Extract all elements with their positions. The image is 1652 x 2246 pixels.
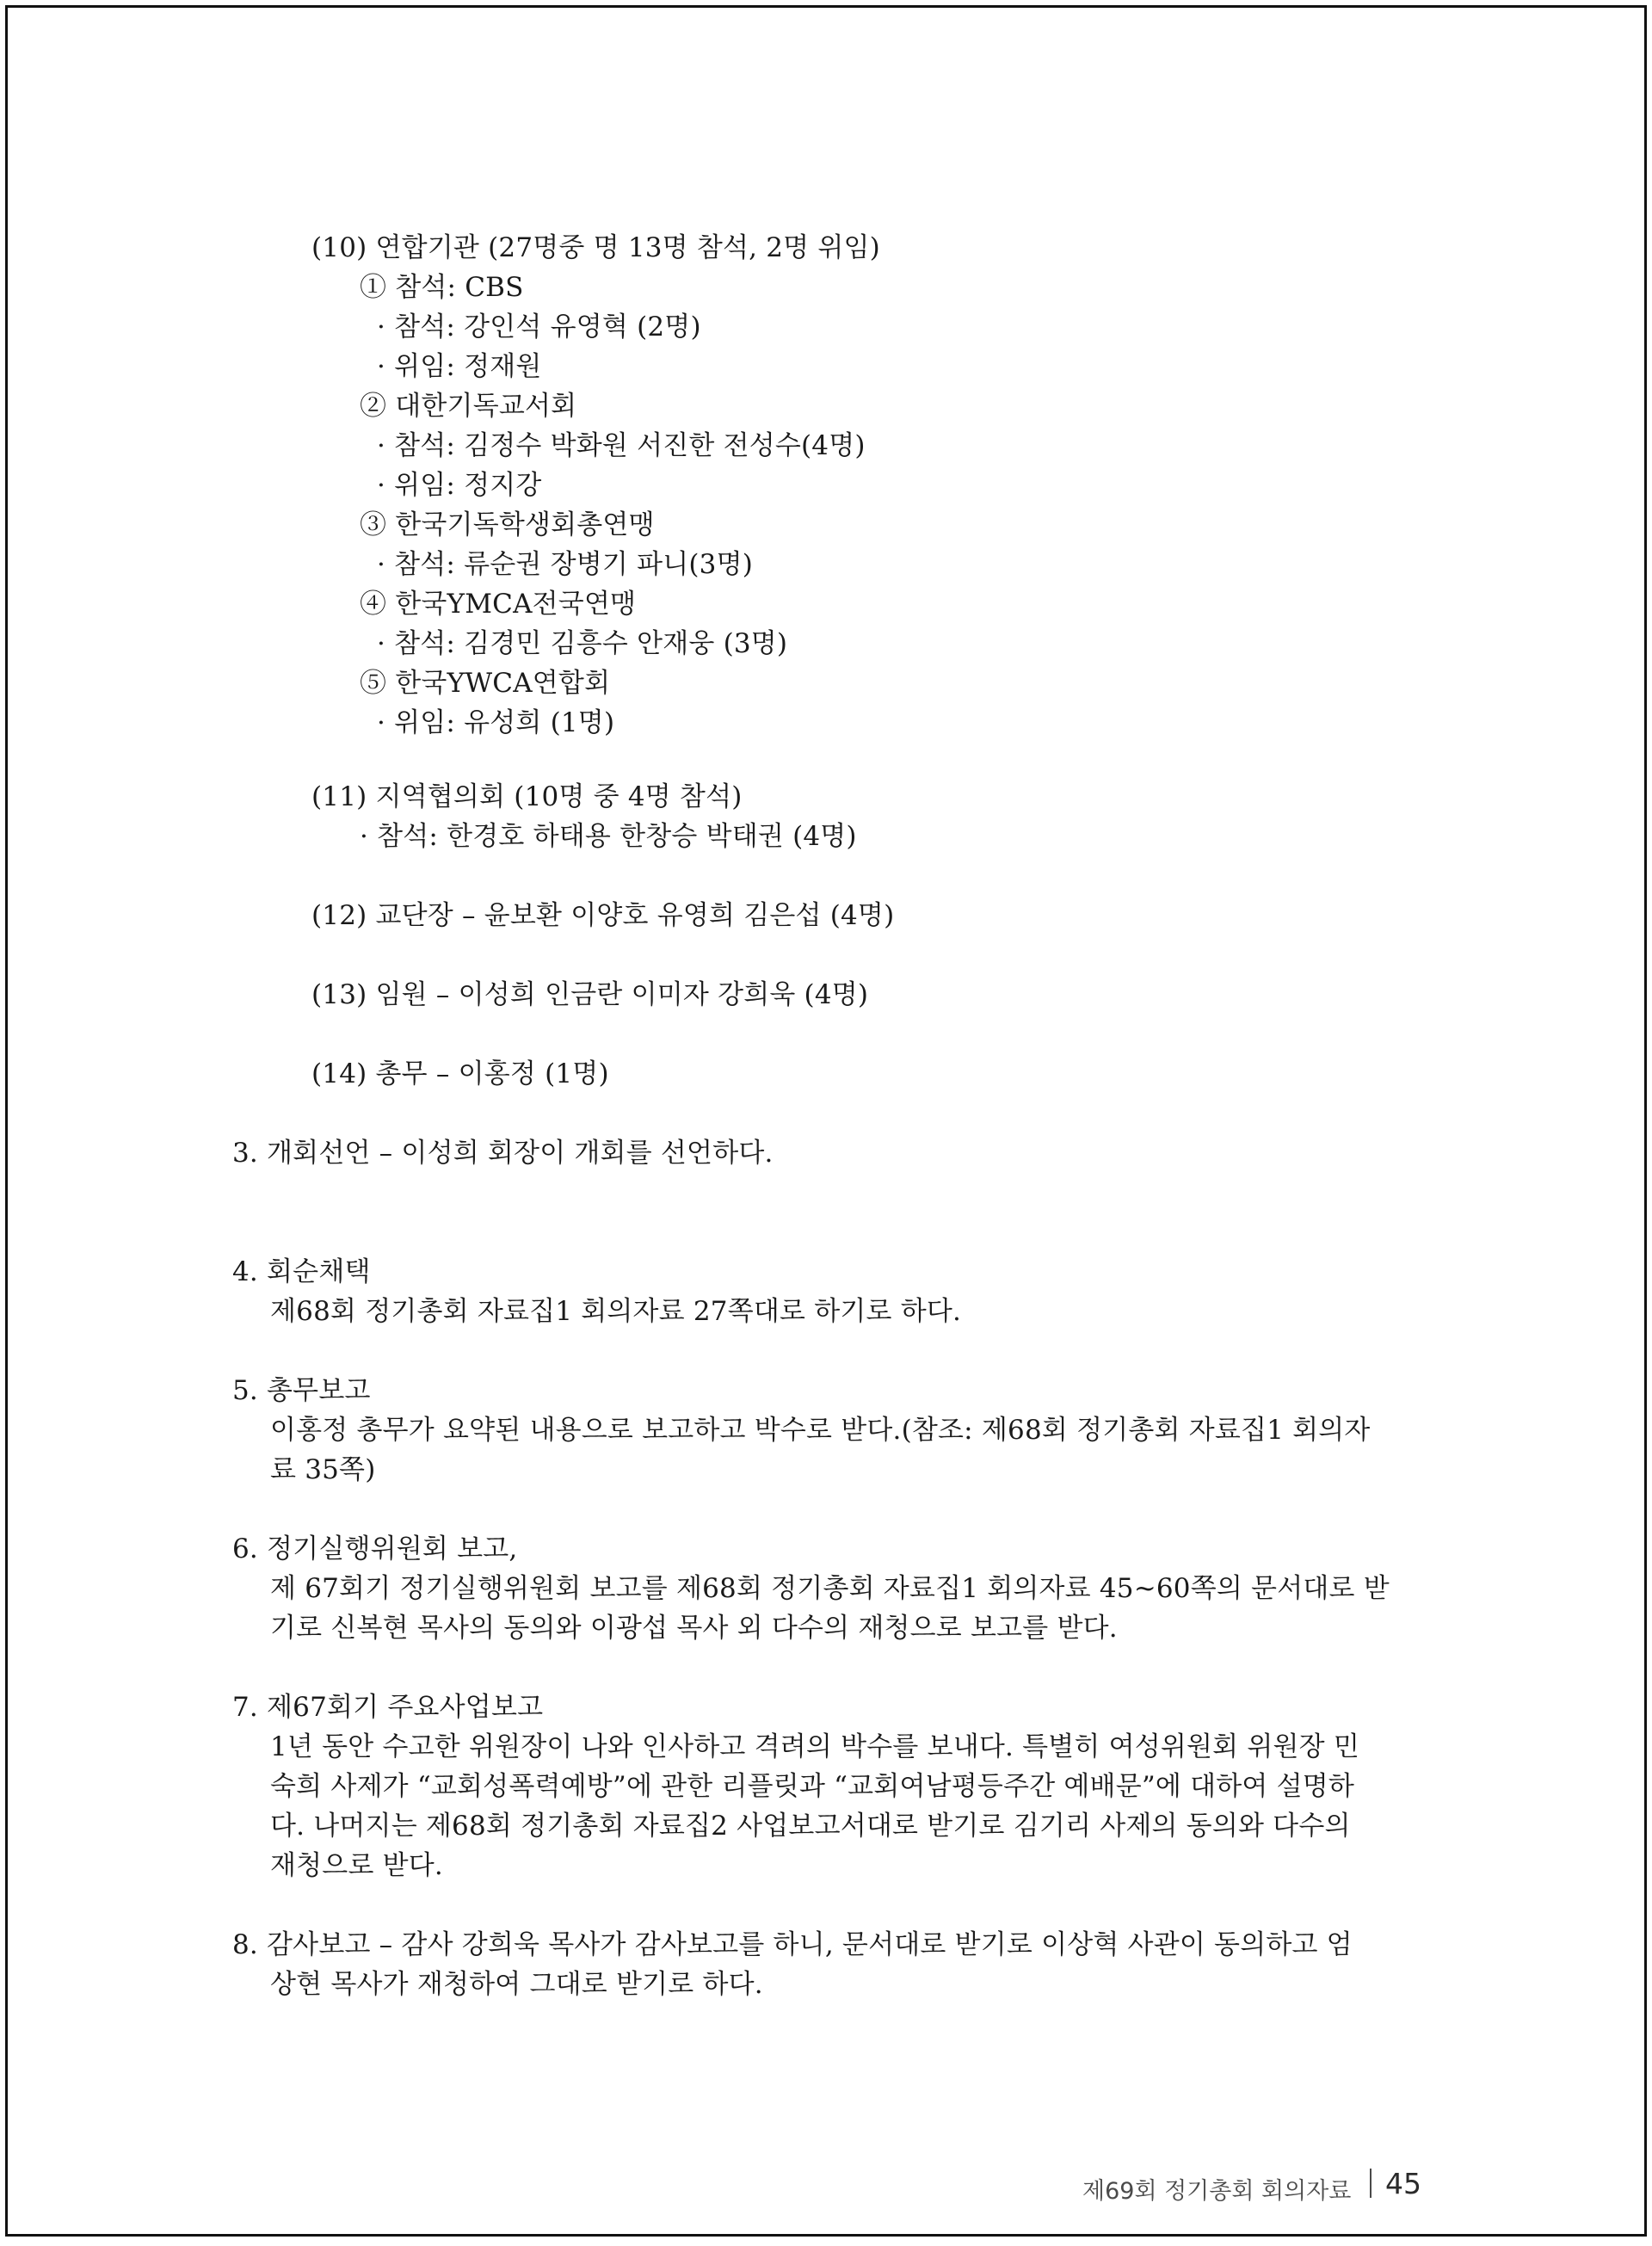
section-14: (14) 총무 – 이홍정 (1명) — [311, 1058, 609, 1089]
item-3: 3. 개회선언 – 이성희 회장이 개회를 선언하다. — [232, 1138, 774, 1169]
item-7-body-3: 다. 나머지는 제68회 정기총회 자료집2 사업보고서대로 받기로 김기리 사제의 동의와 다수의 — [270, 1811, 1351, 1842]
item-4-body-1: 제68회 정기총회 자료집1 회의자료 27쪽대로 하기로 하다. — [270, 1296, 962, 1327]
item-7-body-4: 재청으로 받다. — [270, 1850, 443, 1881]
org-4-name: ④ 한국YMCA전국연맹 — [360, 589, 637, 620]
item-5-heading: 5. 총무보고 — [232, 1375, 371, 1406]
footer-divider — [1370, 2169, 1372, 2198]
org-3-line-1: · 참석: 류순권 장병기 파니(3명) — [377, 549, 754, 580]
item-6-body-1: 제 67회기 정기실행위원회 보고를 제68회 정기총회 자료집1 회의자료 45~60쪽의 문서대로 받 — [270, 1573, 1390, 1604]
item-5-body-2: 료 35쪽) — [270, 1454, 376, 1485]
org-4-line-1: · 참석: 김경민 김흥수 안재웅 (3명) — [377, 628, 788, 659]
org-1-line-1: · 참석: 강인석 유영혁 (2명) — [377, 312, 701, 342]
section-13: (13) 임원 – 이성희 인금란 이미자 강희욱 (4명) — [311, 979, 869, 1010]
item-4-heading: 4. 회순채택 — [232, 1256, 371, 1287]
item-5-body-1: 이홍정 총무가 요약된 내용으로 보고하고 박수로 받다.(참조: 제68회 정기총회 자료집1 회의자 — [270, 1415, 1371, 1446]
org-1-name: ① 참석: CBS — [360, 272, 524, 303]
item-6-heading: 6. 정기실행위원회 보고, — [232, 1533, 518, 1564]
org-5-line-1: · 위임: 유성희 (1명) — [377, 707, 615, 738]
item-6-body-2: 기로 신복현 목사의 동의와 이광섭 목사 외 다수의 재청으로 보고를 받다. — [270, 1613, 1118, 1644]
section-12: (12) 교단장 – 윤보환 이양호 유영희 김은섭 (4명) — [311, 900, 895, 931]
org-5-name: ⑤ 한국YWCA연합회 — [360, 668, 611, 699]
section-10-heading: (10) 연합기관 (27명중 명 13명 참석, 2명 위임) — [311, 232, 880, 263]
page-number: 45 — [1385, 2167, 1421, 2200]
item-7-body-1: 1년 동안 수고한 위원장이 나와 인사하고 격려의 박수를 보내다. 특별히 여성위원회 위원장 민 — [270, 1731, 1360, 1762]
footer-title: 제69회 정기총회 회의자료 — [1082, 2178, 1352, 2205]
section-11-line: · 참석: 한경호 하태용 한창승 박태권 (4명) — [360, 821, 857, 852]
item-7-body-2: 숙희 사제가 “교회성폭력예방”에 관한 리플릿과 “교회여남평등주간 예배문”에 대하여 설명하 — [270, 1771, 1355, 1802]
org-2-line-2: · 위임: 정지강 — [377, 470, 542, 501]
section-11-heading: (11) 지역협의회 (10명 중 4명 참석) — [311, 781, 743, 812]
org-2-name: ② 대한기독교서회 — [360, 391, 577, 422]
org-3-name: ③ 한국기독학생회총연맹 — [360, 509, 655, 540]
org-1-line-2: · 위임: 정재원 — [377, 351, 542, 382]
org-2-line-1: · 참석: 김정수 박화원 서진한 전성수(4명) — [377, 430, 866, 461]
item-7-heading: 7. 제67회기 주요사업보고 — [232, 1692, 544, 1723]
item-8-line-2: 상현 목사가 재청하여 그대로 받기로 하다. — [270, 1969, 763, 2000]
item-8-line-1: 8. 감사보고 – 감사 강희욱 목사가 감사보고를 하니, 문서대로 받기로 이상혁 사관이 동의하고 엄 — [232, 1929, 1353, 1960]
